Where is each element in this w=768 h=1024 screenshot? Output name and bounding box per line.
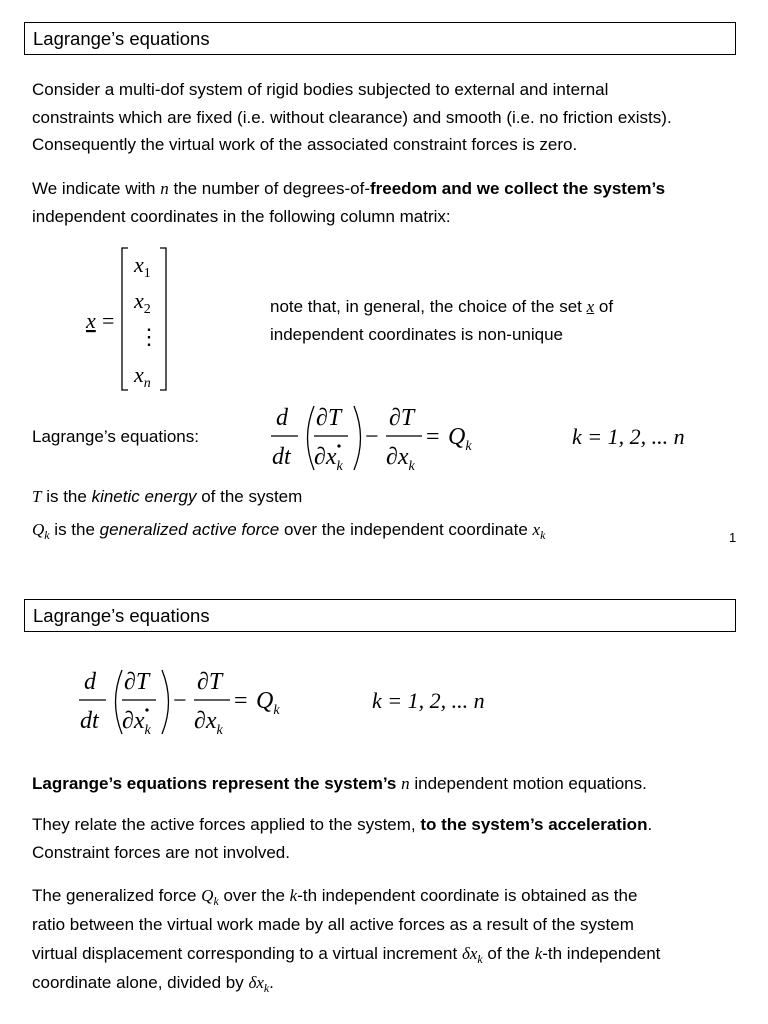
svg-text:=: = [426, 424, 440, 450]
slide-2-title: Lagrange’s equations [24, 599, 736, 632]
svg-text:∂T: ∂T [316, 405, 342, 431]
coordinate-matrix [80, 242, 190, 397]
note-text [270, 293, 613, 349]
n-symbol: n [160, 179, 169, 198]
dof-line-2: independent coordinates in the following column matrix: [32, 206, 451, 226]
svg-text:−: − [173, 688, 187, 714]
page-number: 1 [729, 530, 737, 545]
T-definition: T is the kinetic energy of the system [32, 487, 303, 506]
intro-line-2: constraints which are fixed (i.e. without clearance) and smooth (i.e. no friction exists). [32, 107, 672, 127]
svg-text:∂xk: $\partial x_k$ [194, 708, 223, 738]
slide-1-title: Lagrange’s equations [24, 22, 736, 55]
svg-text:=: = [234, 688, 248, 714]
sentence-1: Lagrange’s equations represent the system’s n independent motion equations. [32, 774, 647, 793]
matrix-vdots: ⋮ [138, 324, 160, 349]
dof-line-1: We indicate with n the number of degrees-of-freedom and we collect the system’s [32, 179, 666, 198]
svg-text:−: − [365, 424, 379, 450]
lagrange-equation-2 [76, 662, 516, 742]
svg-text:Qk: $Q_k$ [256, 688, 280, 718]
T-symbol: T [32, 487, 42, 506]
Q-symbol: $Q_k$ [32, 520, 50, 543]
equation-label: Lagrange’s equations: [32, 427, 199, 446]
svg-text:Qk: $Q_k$ [448, 424, 472, 454]
svg-text:d: d [84, 669, 96, 695]
matrix-left-bracket [122, 248, 128, 390]
matrix-entry-1: $x_1$ [134, 252, 151, 281]
matrix-entry-2: $x_2$ [134, 288, 151, 317]
Q-definition: $Q_k$ is the generalized active force over the independent coordinate $x_k$ [32, 520, 546, 543]
xk-symbol: $x_k$ [532, 520, 546, 543]
sentence-2: They relate the active forces applied to the system, to the system’s acceleration. Constraint forces are not involved. [32, 815, 653, 862]
intro-paragraph [32, 76, 752, 159]
matrix-equals: = [102, 308, 115, 333]
index-range: k = 1, 2, ... n [572, 424, 685, 449]
x-set-symbol: x [586, 297, 595, 316]
svg-text:d: d [276, 405, 288, 431]
svg-text:∂xk: $\partial x_k$ [122, 708, 151, 738]
svg-text:∂T: ∂T [389, 405, 415, 431]
svg-text:∂T: ∂T [197, 669, 223, 695]
note-line-1: note that, in general, the choice of the set x of [270, 297, 614, 316]
dof-paragraph [32, 175, 752, 230]
note-line-2: independent coordinates is non-unique [270, 325, 564, 344]
intro-line-1: Consider a multi-dof system of rigid bodies subjected to external and internal [32, 80, 609, 99]
matrix-entry-n: $x_n$ [134, 362, 151, 391]
intro-line-3: Consequently the virtual work of the associated constraint forces is zero. [32, 135, 578, 154]
matrix-lhs: x [86, 308, 96, 333]
matrix-right-bracket [160, 248, 166, 390]
lagrange-equation [268, 398, 708, 478]
sentence-3: The generalized force $Q_k$ over the k-th independent coordinate is obtained as the ratio between the virtual work made by all active forces as a result of the system virtual displacement corresponding to a virtual increment $\delta x_k$ of the k-th independent coordinate alone, divided by $\delta x_k$. [32, 886, 661, 996]
index-range-2: k = 1, 2, ... n [372, 688, 485, 713]
svg-text:dt: dt [80, 708, 99, 734]
svg-text:∂xk: $\partial x_k$ [386, 444, 415, 474]
svg-text:∂T: ∂T [124, 669, 150, 695]
svg-text:dt: dt [272, 444, 291, 470]
svg-text:∂xk: $\partial x_k$ [314, 444, 343, 474]
